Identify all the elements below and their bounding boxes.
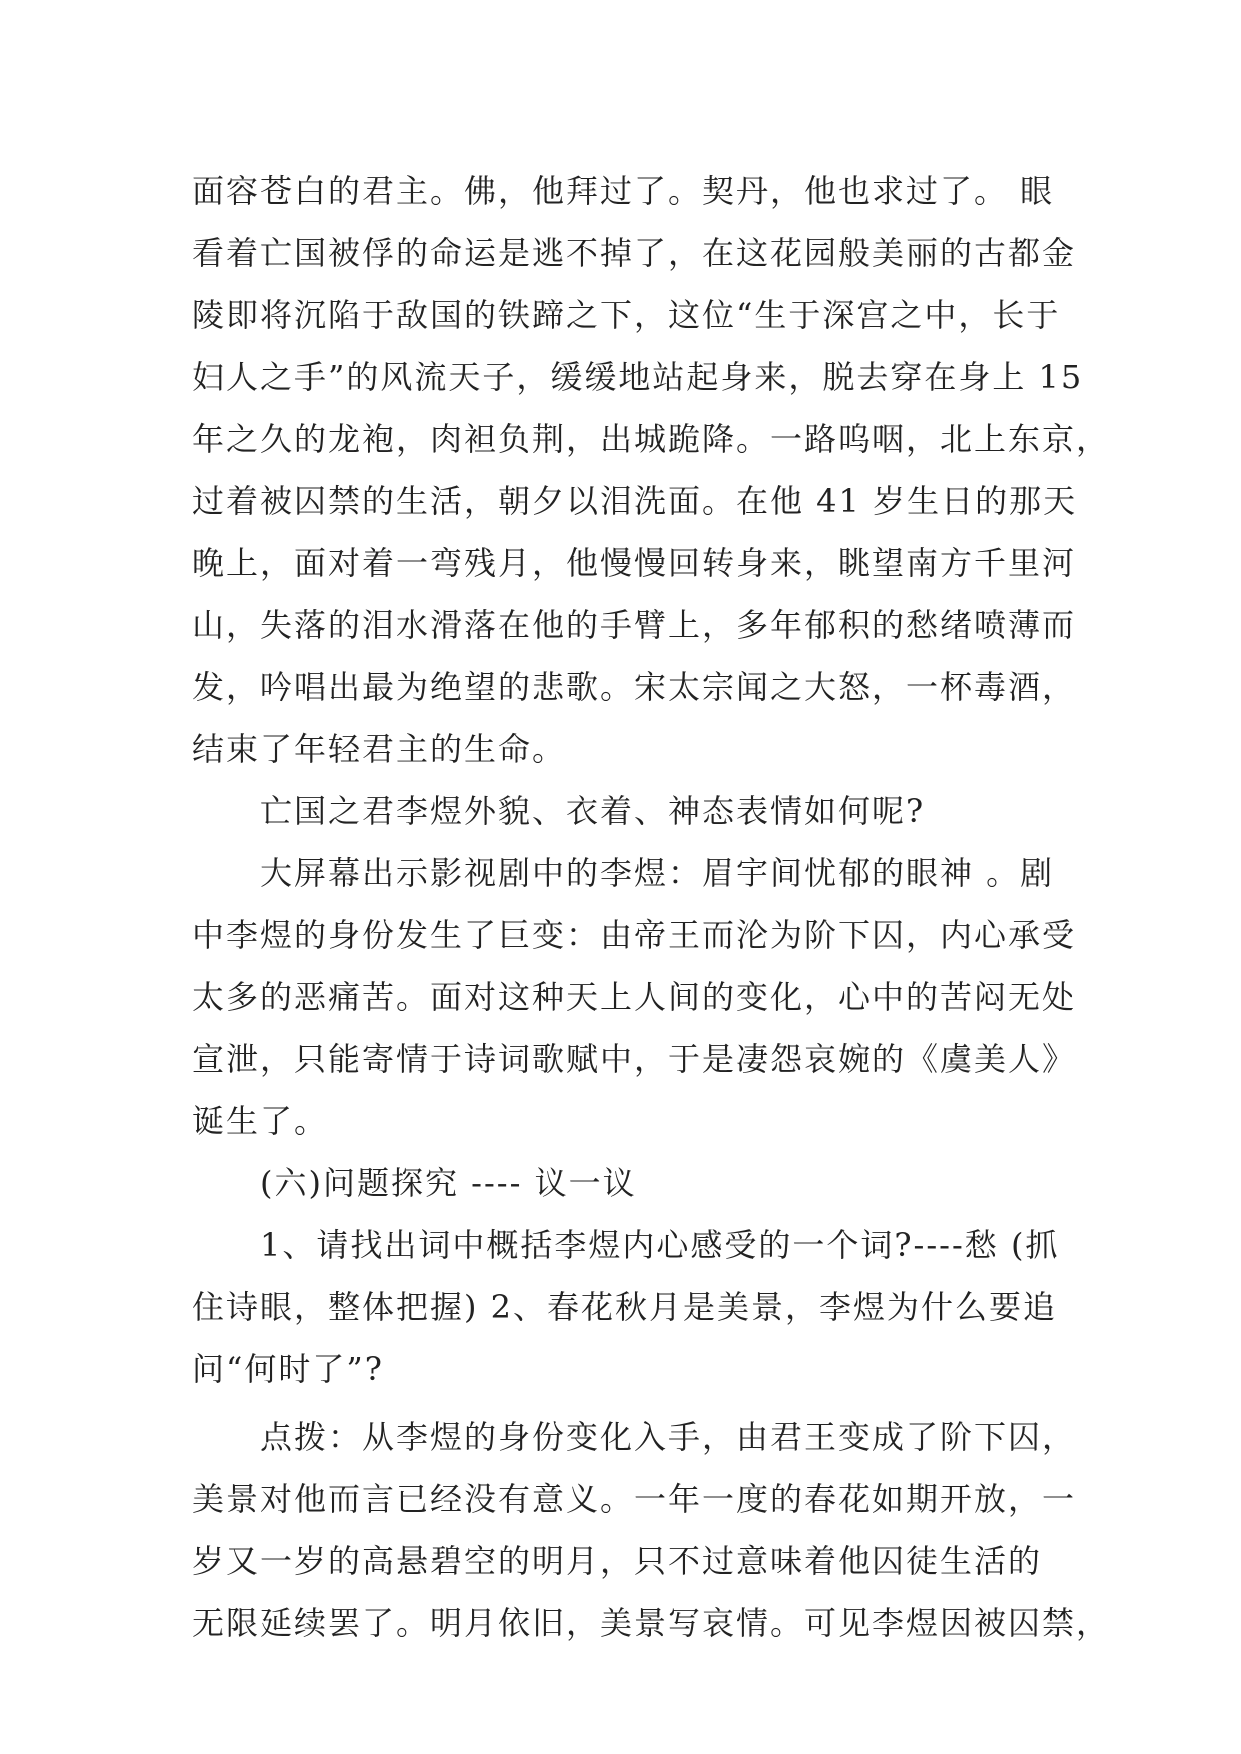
- text-line: 岁又一岁的高悬碧空的明月，只不过意味着他囚徒生活的: [192, 1542, 1043, 1580]
- text-line: 点拨：从李煜的身份变化入手，由君王变成了阶下囚，: [192, 1418, 1077, 1456]
- body-text: [192, 160, 1111, 1654]
- text-line: 看着亡国被俘的命运是逃不掉了，在这花园般美丽的古都金: [192, 234, 1077, 272]
- text-line: 太多的恶痛苦。面对这种天上人间的变化，心中的苦闷无处: [192, 978, 1077, 1016]
- text-line: 无限延续罢了。明月依旧，美景写哀情。可见李煜因被囚禁，: [192, 1604, 1111, 1642]
- text-line: 美景对他而言已经没有意义。一年一度的春花如期开放，一: [192, 1480, 1077, 1518]
- text-line: 陵即将沉陷于敌国的铁蹄之下，这位“生于深宫之中，长于: [192, 296, 1061, 334]
- text-line: 结束了年轻君主的生命。: [192, 730, 567, 768]
- text-line: 大屏幕出示影视剧中的李煜：眉宇间忧郁的眼神 。剧: [192, 854, 1055, 892]
- text-line: 亡国之君李煜外貌、衣着、神态表情如何呢?: [192, 792, 926, 830]
- text-line: 中李煜的身份发生了巨变：由帝王而沦为阶下囚，内心承受: [192, 916, 1077, 954]
- text-line: 年之久的龙袍，肉袒负荆，出城跪降。一路呜咽，北上东京，: [192, 420, 1111, 458]
- text-line: 1、请找出词中概括李煜内心感受的一个词?----愁 (抓: [192, 1226, 1060, 1264]
- text-line: 山，失落的泪水滑落在他的手臂上，多年郁积的愁绪喷薄而: [192, 606, 1077, 644]
- text-line: 发，吟唱出最为绝望的悲歌。宋太宗闻之大怒，一杯毒酒，: [192, 668, 1077, 706]
- text-line: 宣泄，只能寄情于诗词歌赋中，于是凄怨哀婉的《虞美人》: [192, 1040, 1077, 1078]
- text-line: 住诗眼，整体把握) 2、春花秋月是美景，李煜为什么要追: [192, 1288, 1058, 1326]
- section-heading: (六)问题探究 ---- 议一议: [192, 1164, 637, 1202]
- text-line: 妇人之手”的风流天子，缓缓地站起身来，脱去穿在身上 15: [192, 358, 1084, 396]
- text-line: 晚上，面对着一弯残月，他慢慢回转身来，眺望南方千里河: [192, 544, 1077, 582]
- text-line: 过着被囚禁的生活，朝夕以泪洗面。在他 41 岁生日的那天: [192, 482, 1078, 520]
- text-line: 面容苍白的君主。佛，他拜过了。契丹，他也求过了。 眼: [192, 172, 1055, 210]
- text-line: 诞生了。: [192, 1102, 329, 1140]
- text-line: 问“何时了”?: [192, 1350, 384, 1388]
